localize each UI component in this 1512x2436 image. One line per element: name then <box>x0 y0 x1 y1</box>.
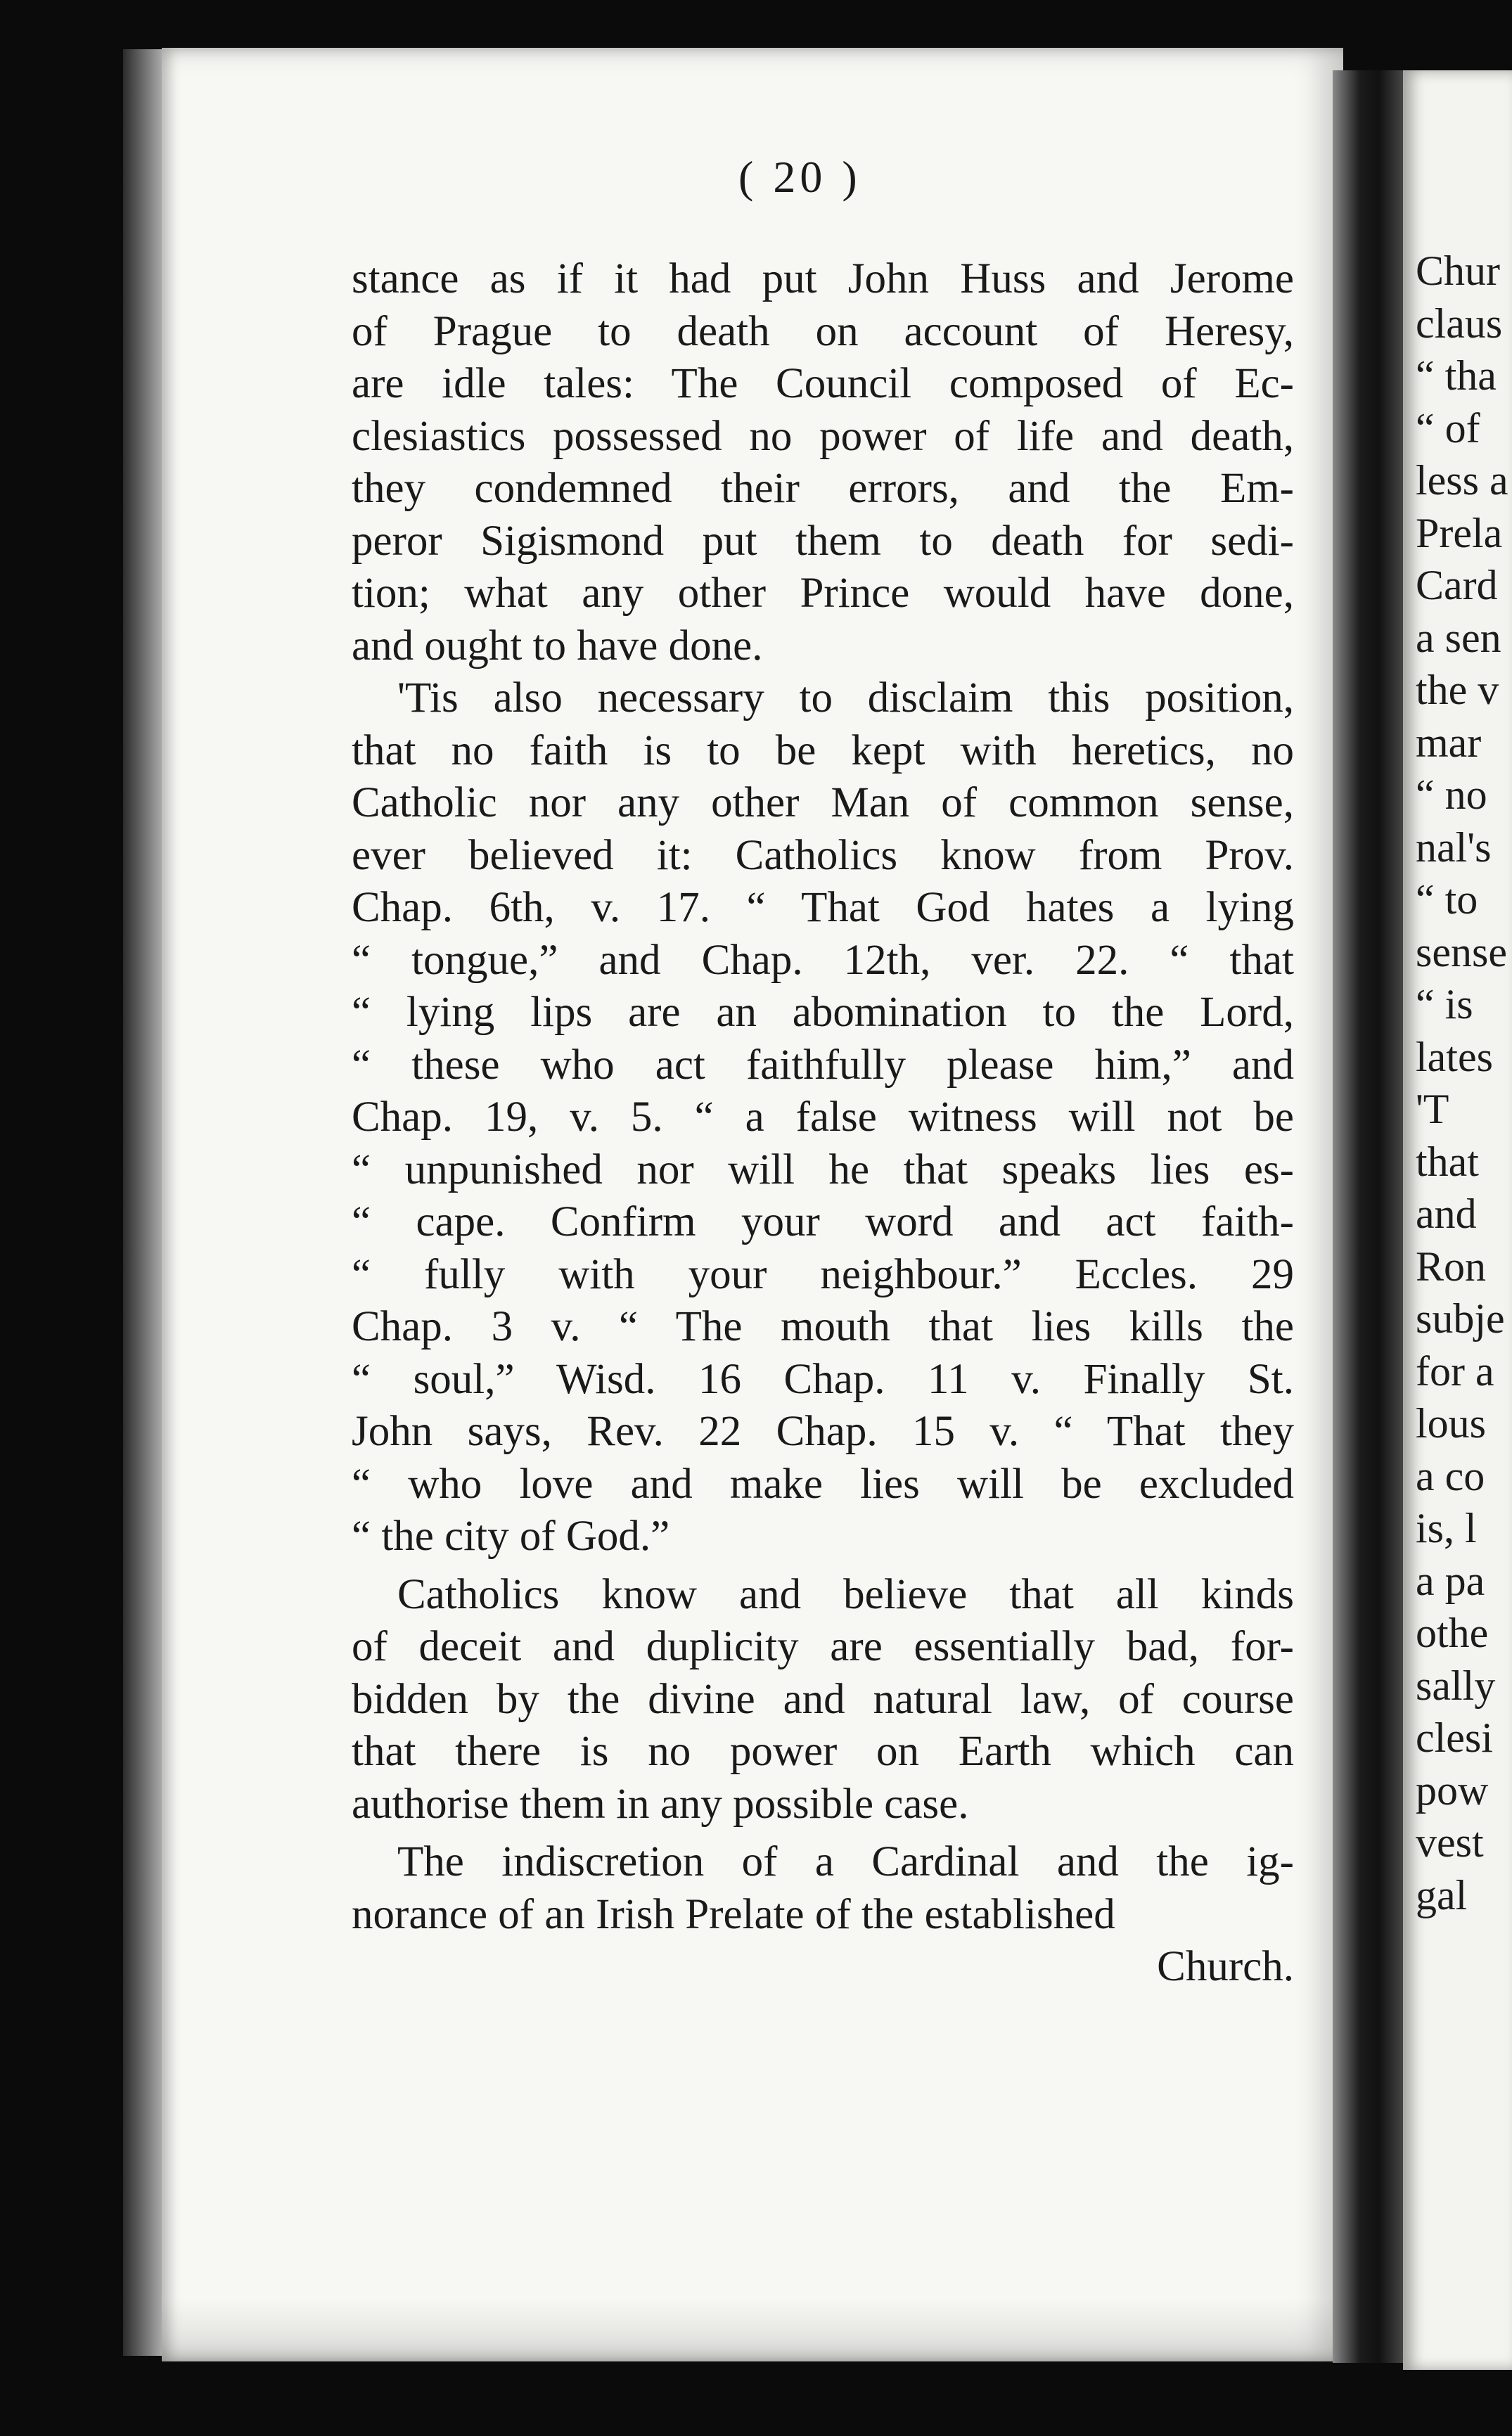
facing-page-line: lates <box>1416 1033 1493 1080</box>
text-line: are idle tales: The Council composed of Ec- <box>352 360 1294 407</box>
text-line: ever believed it: Catholics know from Prov. <box>352 831 1294 879</box>
text-line: authorise them in any possible case. <box>352 1780 969 1828</box>
facing-page-line: clesi <box>1416 1714 1493 1761</box>
text-line: clesiastics possessed no power of life and death, <box>352 412 1294 460</box>
text-line: Chap. 3 v. “ The mouth that lies kills the <box>352 1303 1294 1350</box>
facing-page-fragment <box>1403 70 1512 2370</box>
facing-page-line: the v <box>1416 667 1499 713</box>
text-line: and ought to have done. <box>352 622 763 669</box>
facing-page-line: “ to <box>1416 876 1478 923</box>
facing-page-line: “ no <box>1416 771 1487 818</box>
facing-page-line: sally <box>1416 1662 1496 1709</box>
facing-page-line: gal <box>1416 1871 1468 1918</box>
text-line: tion; what any other Prince would have done, <box>352 570 1294 617</box>
text-line: John says, Rev. 22 Chap. 15 v. “ That they <box>352 1408 1294 1455</box>
facing-page-line: a sen <box>1416 614 1501 661</box>
text-line: norance of an Irish Prelate of the established <box>352 1890 1115 1938</box>
facing-page-line: pow <box>1416 1767 1489 1814</box>
text-line: Catholic nor any other Man of common sense, <box>352 779 1294 826</box>
facing-page-line: Chur <box>1416 248 1500 294</box>
text-line: they condemned their errors, and the Em- <box>352 465 1294 512</box>
facing-page-line: 'T <box>1416 1086 1449 1132</box>
text-line: Catholics know and believe that all kinds <box>397 1570 1294 1618</box>
text-line: of Prague to death on account of Heresy, <box>352 307 1294 355</box>
facing-page-line: Prela <box>1416 509 1503 556</box>
text-line: “ fully with your neighbour.” Eccles. 29 <box>352 1250 1294 1298</box>
facing-page-line: Card <box>1416 562 1498 608</box>
facing-page-line: and <box>1416 1191 1477 1237</box>
facing-page-line: claus <box>1416 300 1503 347</box>
facing-page-line: that <box>1416 1138 1479 1185</box>
facing-page-line: subje <box>1416 1295 1505 1342</box>
facing-page-line: is, l <box>1416 1505 1477 1551</box>
facing-page-line: a co <box>1416 1452 1485 1499</box>
facing-page-line: “ is <box>1416 981 1473 1027</box>
page-shadow <box>162 2298 1343 2361</box>
text-line: “ unpunished nor will he that speaks lies es- <box>352 1146 1294 1193</box>
text-line: that there is no power on Earth which can <box>352 1728 1294 1775</box>
text-line: “ cape. Confirm your word and act faith- <box>352 1198 1294 1245</box>
page-number: ( 20 ) <box>738 152 861 202</box>
facing-page-line: Ron <box>1416 1243 1487 1290</box>
facing-page-line: for a <box>1416 1347 1494 1395</box>
text-line: 'Tis also necessary to disclaim this position, <box>397 674 1294 722</box>
facing-page-line: nal's <box>1416 823 1492 871</box>
facing-page-line: sense <box>1416 928 1507 975</box>
book-spine <box>1333 70 1410 2363</box>
facing-page-line: othe <box>1416 1610 1489 1656</box>
text-line: that no faith is to be kept with heretics, no <box>352 726 1294 774</box>
facing-page-line: mar <box>1416 719 1482 766</box>
text-line: “ who love and make lies will be excluded <box>352 1460 1294 1508</box>
text-line: “ soul,” Wisd. 16 Chap. 11 v. Finally St. <box>352 1355 1294 1403</box>
catchword: Church. <box>1157 1943 1294 1990</box>
text-line: “ these who act faithfully please him,” and <box>352 1041 1294 1089</box>
text-line: stance as if it had put John Huss and Jerome <box>352 255 1294 302</box>
body-text <box>352 253 1294 1994</box>
facing-page-line: vest <box>1416 1819 1484 1866</box>
text-line: “ the city of God.” <box>352 1513 670 1560</box>
facing-page-line: lous <box>1416 1400 1487 1447</box>
text-line: of deceit and duplicity are essentially bad, for- <box>352 1623 1294 1670</box>
facing-page-line: “ of <box>1416 404 1480 451</box>
text-line: Chap. 6th, v. 17. “ That God hates a lying <box>352 884 1294 931</box>
text-line: “ tongue,” and Chap. 12th, ver. 22. “ that <box>352 936 1294 984</box>
text-line: “ lying lips are an abomination to the Lord, <box>352 989 1294 1036</box>
text-line: peror Sigismond put them to death for sedi- <box>352 517 1294 565</box>
facing-page-line: a pa <box>1416 1557 1485 1604</box>
text-line: Chap. 19, v. 5. “ a false witness will not be <box>352 1094 1294 1141</box>
text-line: bidden by the divine and natural law, of course <box>352 1675 1294 1723</box>
facing-page-line: less a <box>1416 457 1508 504</box>
text-line: The indiscretion of a Cardinal and the ig- <box>397 1838 1294 1885</box>
facing-page-line: “ tha <box>1416 352 1497 399</box>
